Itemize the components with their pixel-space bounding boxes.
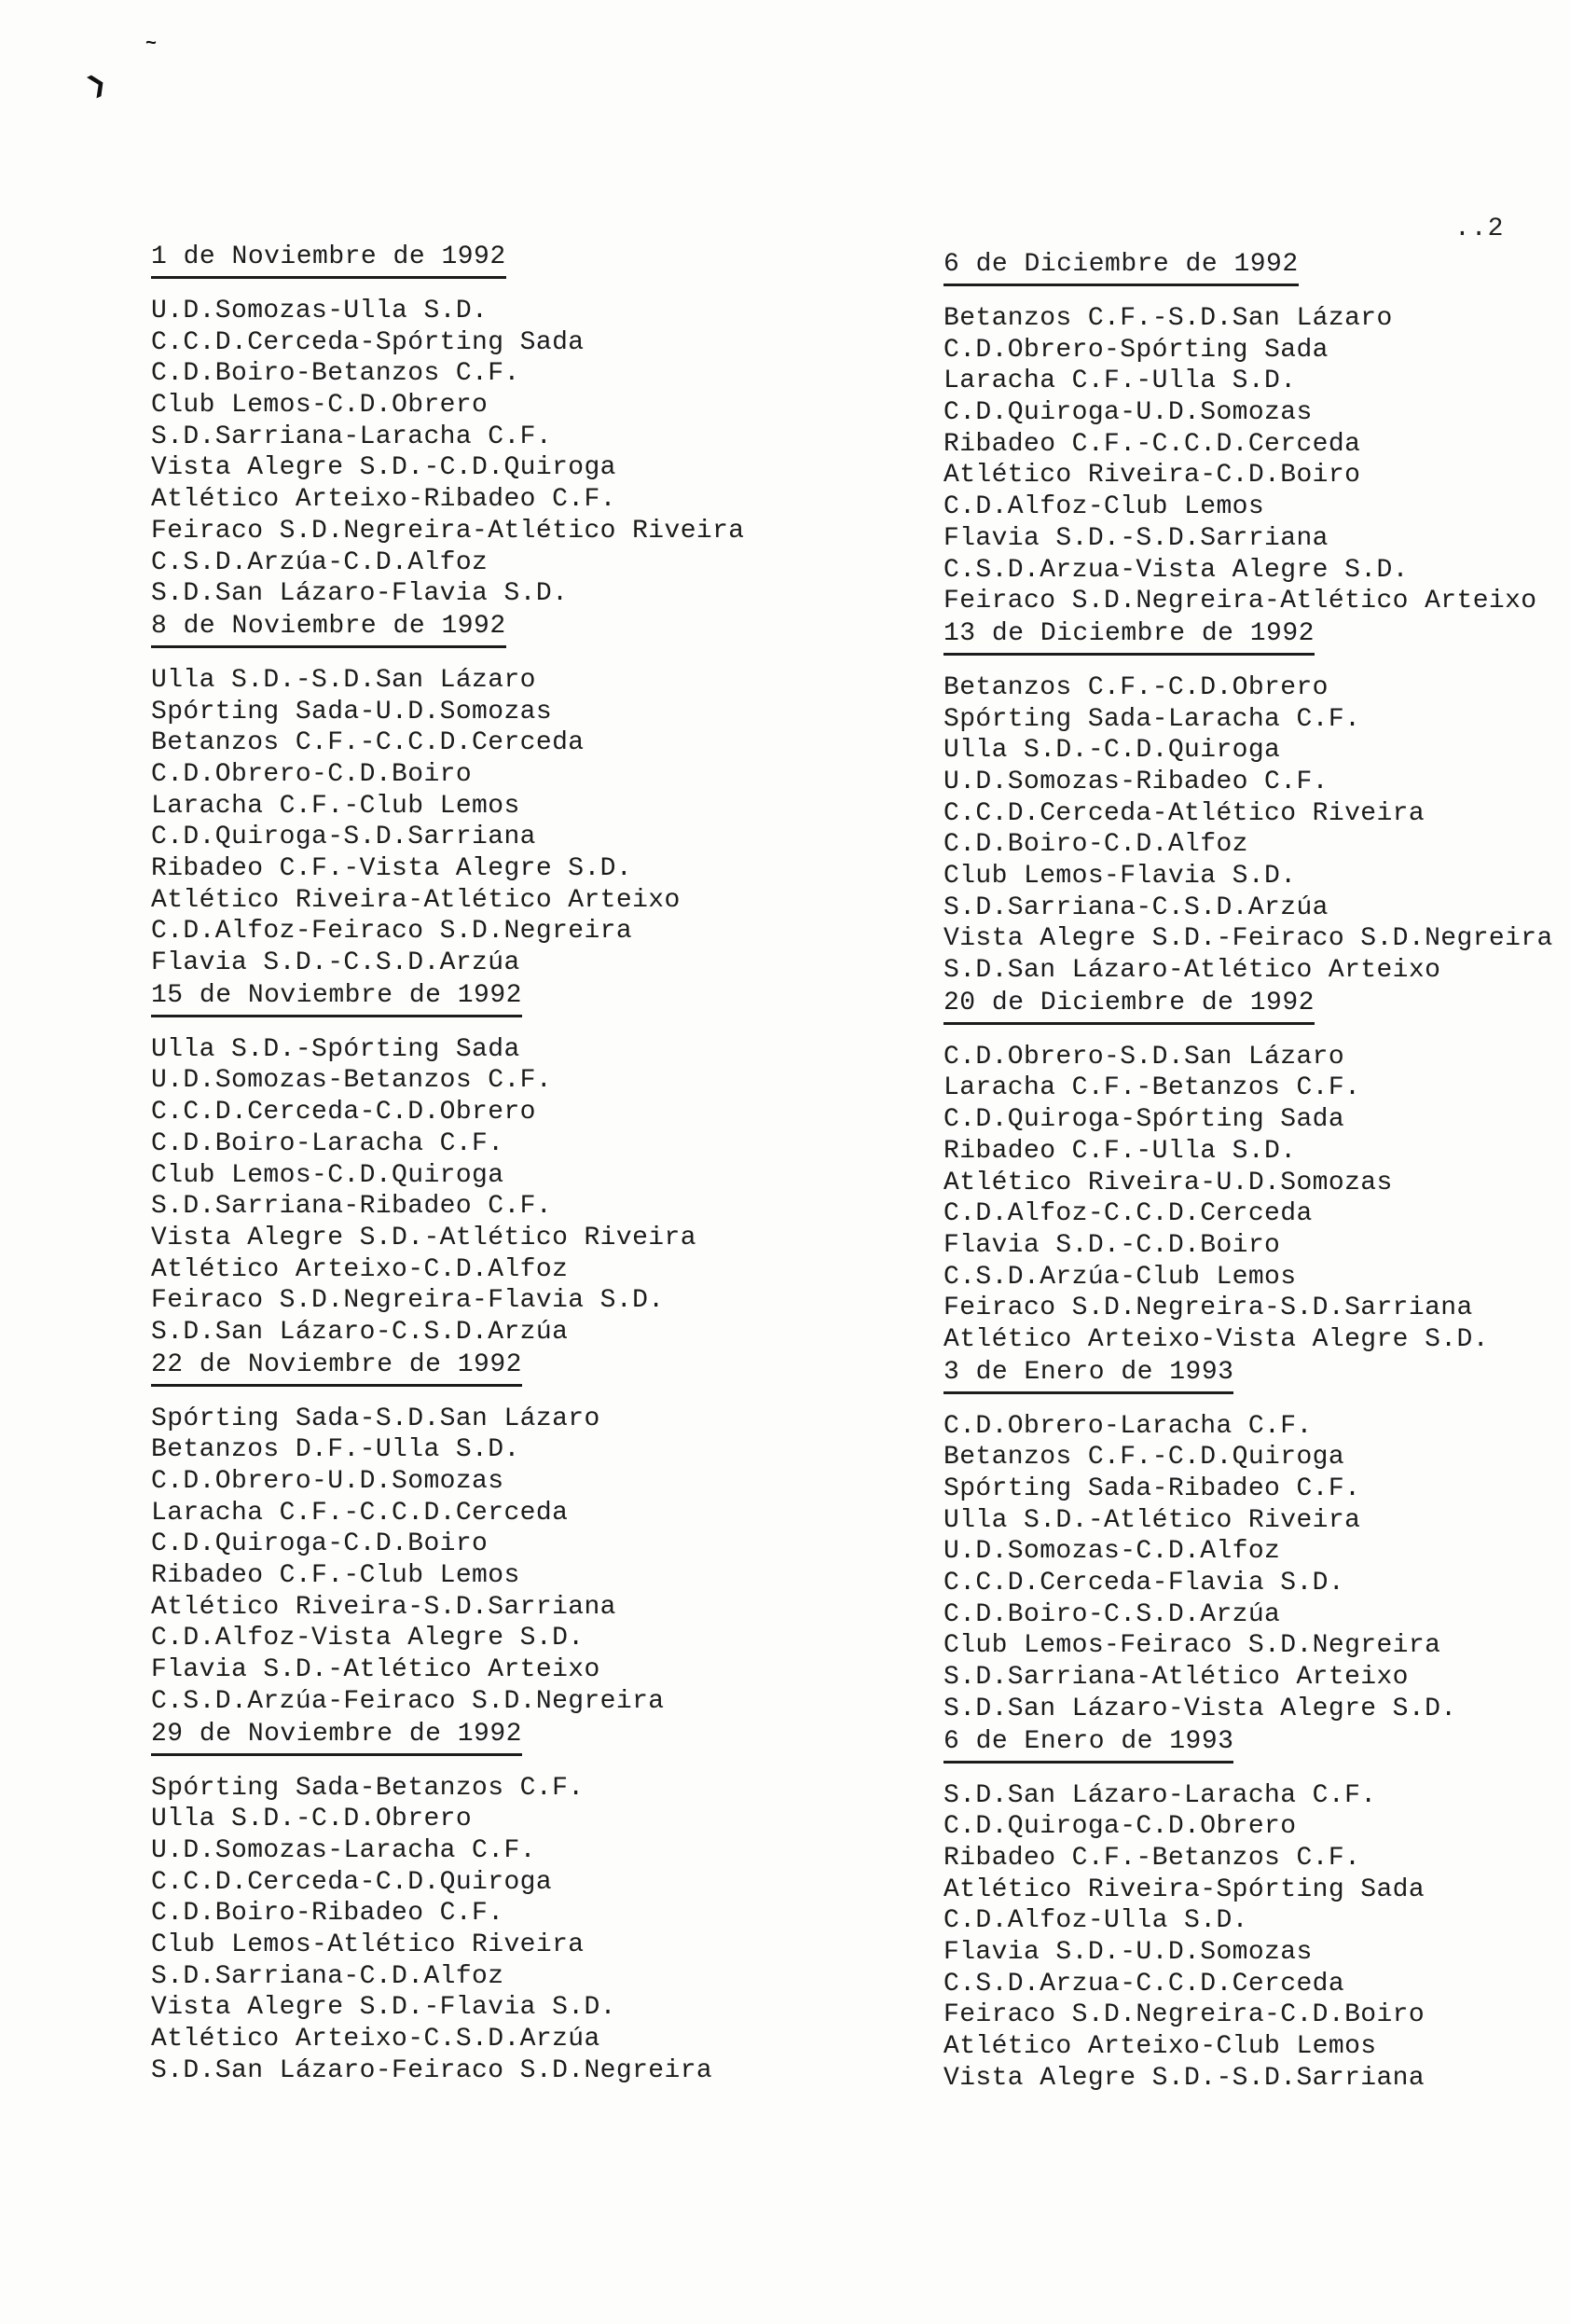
- fixture: U.D.Somozas-Laracha C.F.: [151, 1835, 536, 1865]
- fixture: Ribadeo C.F.-Betanzos C.F.: [943, 1843, 1361, 1873]
- fixture: Vista Alegre S.D.-S.D.Sarriana: [943, 2063, 1425, 2093]
- fixture: U.D.Somozas-C.D.Alfoz: [943, 1537, 1281, 1567]
- fixture: Feiraco S.D.Negreira-C.D.Boiro: [943, 2000, 1425, 2030]
- fixture: C.D.Quiroga-U.D.Somozas: [943, 398, 1313, 428]
- fixture: S.D.Sarriana-Laracha C.F.: [151, 422, 553, 451]
- fixture: S.D.Sarriana-Atlético Arteixo: [943, 1663, 1409, 1693]
- fixture: Laracha C.F.-Ulla S.D.: [943, 367, 1297, 396]
- fixture: C.S.D.Arzua-C.C.D.Cerceda: [943, 1969, 1345, 1999]
- fixture: Flavia S.D.-Atlético Arteixo: [151, 1655, 600, 1685]
- fixture: S.D.San Lázaro-Laracha C.F.: [943, 1780, 1377, 1810]
- fixture: Club Lemos-C.D.Obrero: [151, 391, 489, 421]
- fixture: Spórting Sada-Betanzos C.F.: [151, 1773, 585, 1803]
- fixture: C.D.Obrero-Laracha C.F.: [943, 1411, 1313, 1441]
- fixture: C.D.Boiro-Laracha C.F.: [151, 1128, 504, 1158]
- fixture: C.D.Quiroga-Spórting Sada: [943, 1105, 1345, 1135]
- fixture: Feiraco S.D.Negreira-S.D.Sarriana: [943, 1293, 1473, 1323]
- matchday-date: 13 de Diciembre de 1992: [943, 617, 1315, 656]
- matchday-section: [151, 610, 860, 979]
- fixture: S.D.San Lázaro-Flavia S.D.: [151, 579, 569, 609]
- fixture: C.D.Boiro-Ribadeo C.F.: [151, 1899, 504, 1929]
- matchday-section: [151, 1349, 860, 1718]
- fixture: Vista Alegre S.D.-Atlético Riveira: [151, 1223, 696, 1252]
- fixture: Atlético Arteixo-C.S.D.Arzúa: [151, 2025, 600, 2054]
- fixture: Ulla S.D.-Atlético Riveira: [943, 1505, 1361, 1535]
- fixture: Laracha C.F.-C.C.D.Cerceda: [151, 1498, 569, 1528]
- fixture: C.S.D.Arzúa-C.D.Alfoz: [151, 547, 489, 577]
- fixture: U.D.Somozas-Ribadeo C.F.: [943, 767, 1329, 796]
- fixture: Spórting Sada-Laracha C.F.: [943, 704, 1361, 734]
- matchday-date: 1 de Noviembre de 1992: [151, 241, 506, 279]
- matchday-date: 6 de Diciembre de 1992: [943, 248, 1299, 286]
- fixture: C.D.Boiro-C.D.Alfoz: [943, 830, 1248, 860]
- fixture: Betanzos D.F.-Ulla S.D.: [151, 1435, 520, 1465]
- fixture: Ulla S.D.-C.D.Obrero: [151, 1805, 473, 1834]
- fixture: Feiraco S.D.Negreira-Atlético Arteixo: [943, 587, 1537, 616]
- matchday-section: [151, 979, 860, 1349]
- matchday-section: [943, 1725, 1570, 2095]
- fixture: C.D.Obrero-S.D.San Lázaro: [943, 1042, 1345, 1072]
- fixture: C.D.Boiro-C.S.D.Arzúa: [943, 1599, 1281, 1629]
- matchday-date: 6 de Enero de 1993: [943, 1725, 1233, 1764]
- fixture: C.D.Alfoz-Feiraco S.D.Negreira: [151, 917, 633, 947]
- fixture: Ulla S.D.-S.D.San Lázaro: [151, 665, 536, 695]
- fixture: C.C.D.Cerceda-Flavia S.D.: [943, 1569, 1345, 1598]
- fixture: C.D.Quiroga-S.D.Sarriana: [151, 823, 536, 852]
- fixture: Atlético Arteixo-C.D.Alfoz: [151, 1254, 569, 1284]
- fixture: Laracha C.F.-Betanzos C.F.: [943, 1073, 1361, 1103]
- matchday-section: [151, 241, 860, 610]
- fixture: Vista Alegre S.D.-Feiraco S.D.Negreira: [943, 924, 1553, 954]
- fixture: Club Lemos-Feiraco S.D.Negreira: [943, 1631, 1441, 1661]
- fixture: C.D.Alfoz-C.C.D.Cerceda: [943, 1199, 1313, 1229]
- fixture: Flavia S.D.-C.S.D.Arzúa: [151, 948, 520, 978]
- fixture: Ulla S.D.-C.D.Quiroga: [943, 736, 1281, 766]
- fixture: Club Lemos-Atlético Riveira: [151, 1930, 585, 1959]
- fixture: Spórting Sada-Ribadeo C.F.: [943, 1474, 1361, 1503]
- fixture: C.C.D.Cerceda-C.D.Obrero: [151, 1098, 536, 1127]
- fixture: Spórting Sada-S.D.San Lázaro: [151, 1404, 600, 1433]
- fixture: Spórting Sada-U.D.Somozas: [151, 697, 553, 726]
- fixture: Betanzos C.F.-C.D.Obrero: [943, 672, 1329, 702]
- matchday-date: 20 de Diciembre de 1992: [943, 987, 1315, 1025]
- fixture: S.D.San Lázaro-C.S.D.Arzúa: [151, 1317, 569, 1347]
- fixture: Ribadeo C.F.-Ulla S.D.: [943, 1136, 1297, 1166]
- ink-mark: ❯: [81, 66, 115, 107]
- fixture: Laracha C.F.-Club Lemos: [151, 791, 520, 821]
- fixture: C.D.Quiroga-C.D.Boiro: [151, 1529, 489, 1559]
- fixture: C.D.Obrero-Spórting Sada: [943, 335, 1329, 365]
- fixture: Flavia S.D.-S.D.Sarriana: [943, 523, 1329, 553]
- fixture: Vista Alegre S.D.-Flavia S.D.: [151, 1993, 616, 2023]
- fixture: C.D.Alfoz-Club Lemos: [943, 492, 1265, 522]
- matchday-date: 3 de Enero de 1993: [943, 1356, 1233, 1394]
- fixture: Flavia S.D.-C.D.Boiro: [943, 1230, 1281, 1260]
- fixture: Atlético Riveira-S.D.Sarriana: [151, 1592, 616, 1622]
- fixture: Feiraco S.D.Negreira-Flavia S.D.: [151, 1286, 665, 1316]
- fixture: C.D.Alfoz-Ulla S.D.: [943, 1906, 1248, 1936]
- fixture: Betanzos C.F.-S.D.San Lázaro: [943, 304, 1393, 333]
- fixture: Club Lemos-C.D.Quiroga: [151, 1160, 504, 1190]
- matchday-section: [943, 1356, 1570, 1725]
- matchday-date: 15 de Noviembre de 1992: [151, 979, 522, 1017]
- fixture: Atlético Arteixo-Ribadeo C.F.: [151, 485, 616, 515]
- fixture: Atlético Riveira-Atlético Arteixo: [151, 885, 681, 915]
- matchday-section: [943, 617, 1570, 987]
- left-column: [151, 241, 860, 2086]
- fixture: S.D.San Lázaro-Atlético Arteixo: [943, 956, 1441, 986]
- ink-dash: ~: [145, 34, 158, 55]
- fixture: Betanzos C.F.-C.D.Quiroga: [943, 1443, 1345, 1473]
- fixture: Feiraco S.D.Negreira-Atlético Riveira: [151, 516, 745, 546]
- fixture: Atlético Arteixo-Club Lemos: [943, 2032, 1377, 2061]
- matchday-date: 8 de Noviembre de 1992: [151, 610, 506, 648]
- fixture: C.C.D.Cerceda-Spórting Sada: [151, 327, 585, 357]
- fixture: C.D.Quiroga-C.D.Obrero: [943, 1812, 1297, 1842]
- fixture: C.D.Boiro-Betanzos C.F.: [151, 359, 520, 389]
- matchday-section: [943, 248, 1570, 617]
- fixture: S.D.Sarriana-C.S.D.Arzúa: [943, 892, 1329, 922]
- matchday-section: [943, 987, 1570, 1356]
- fixture: U.D.Somozas-Betanzos C.F.: [151, 1066, 553, 1096]
- right-column: [943, 248, 1570, 2094]
- fixture: U.D.Somozas-Ulla S.D.: [151, 297, 489, 325]
- fixture: Club Lemos-Flavia S.D.: [943, 862, 1297, 891]
- fixture: Ulla S.D.-Spórting Sada: [151, 1034, 520, 1064]
- fixture: Atlético Riveira-C.D.Boiro: [943, 461, 1361, 491]
- fixture: Ribadeo C.F.-Vista Alegre S.D.: [151, 854, 633, 883]
- fixture: Betanzos C.F.-C.C.D.Cerceda: [151, 728, 585, 758]
- page-number: ..2: [1454, 214, 1505, 243]
- fixture: C.S.D.Arzúa-Club Lemos: [943, 1262, 1297, 1292]
- fixture: Atlético Riveira-Spórting Sada: [943, 1874, 1425, 1904]
- fixture: S.D.Sarriana-C.D.Alfoz: [151, 1961, 504, 1991]
- fixture: C.C.D.Cerceda-C.D.Quiroga: [151, 1867, 553, 1897]
- fixture: C.S.D.Arzua-Vista Alegre S.D.: [943, 555, 1409, 585]
- matchday-date: 22 de Noviembre de 1992: [151, 1349, 522, 1387]
- fixture: S.D.San Lázaro-Feiraco S.D.Negreira: [151, 2055, 713, 2085]
- fixture: C.D.Obrero-C.D.Boiro: [151, 759, 473, 789]
- fixture: S.D.Sarriana-Ribadeo C.F.: [151, 1192, 553, 1222]
- fixture: C.C.D.Cerceda-Atlético Riveira: [943, 798, 1425, 828]
- fixture: Flavia S.D.-U.D.Somozas: [943, 1937, 1313, 1967]
- fixture: Atlético Arteixo-Vista Alegre S.D.: [943, 1324, 1489, 1354]
- matchday-date: 29 de Noviembre de 1992: [151, 1718, 522, 1756]
- fixture: C.D.Alfoz-Vista Alegre S.D.: [151, 1624, 585, 1653]
- fixture: Ribadeo C.F.-Club Lemos: [151, 1561, 520, 1591]
- fixture: C.S.D.Arzúa-Feiraco S.D.Negreira: [151, 1686, 665, 1716]
- fixture: Vista Alegre S.D.-C.D.Quiroga: [151, 453, 616, 483]
- fixture: Atlético Riveira-U.D.Somozas: [943, 1168, 1393, 1197]
- matchday-section: [151, 1718, 860, 2087]
- fixture: Ribadeo C.F.-C.C.D.Cerceda: [943, 429, 1361, 459]
- fixture: C.D.Obrero-U.D.Somozas: [151, 1467, 504, 1496]
- fixture: S.D.San Lázaro-Vista Alegre S.D.: [943, 1694, 1457, 1723]
